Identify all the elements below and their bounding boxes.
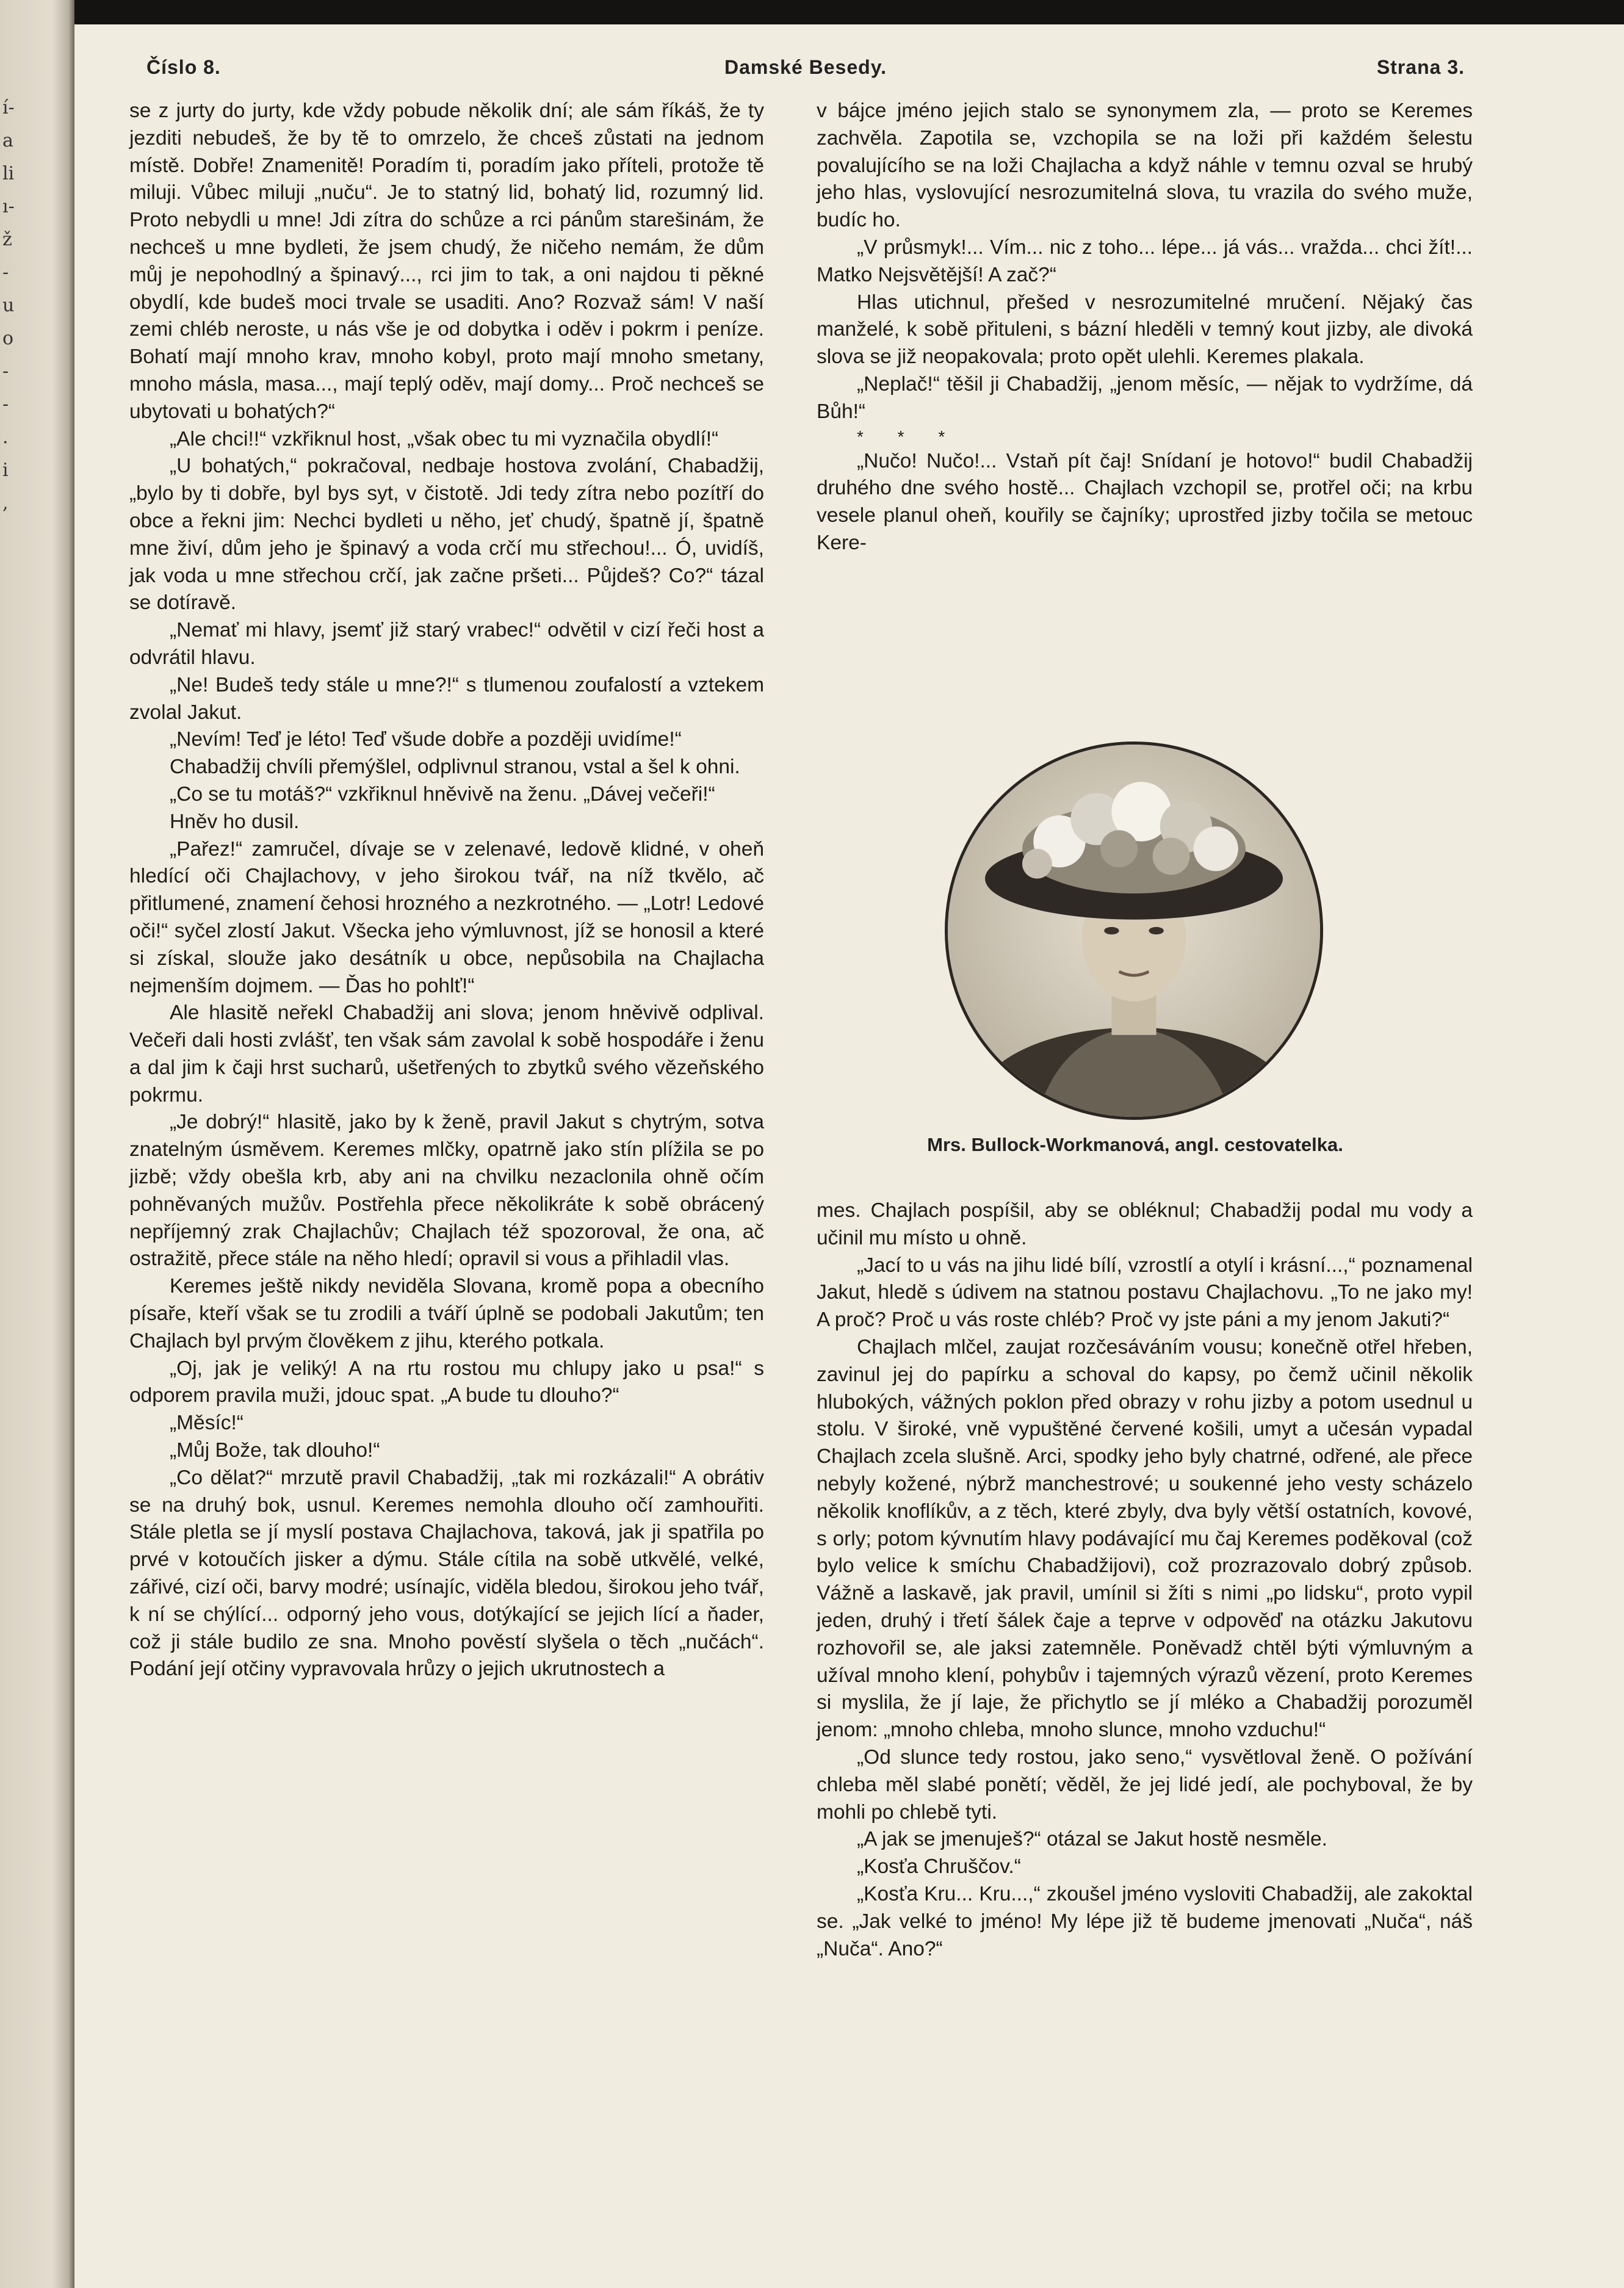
right-column-top <box>817 98 1473 557</box>
paragraph: „A jak se jmenuješ?“ otázal se Jakut hostě nesměle. <box>857 1828 1327 1851</box>
paragraph: Hlas utichnul, přešed v nesrozumitelné mručení. Nějaký čas manželé, k sobě přituleni, s bázní hleděli v temný kout jizby, ale divoká slova se již neopakovala; proto opět ulehli. Keremes plakala. <box>817 291 1473 369</box>
left-column <box>129 98 764 1683</box>
paragraph: „U bohatých,“ pokračoval, nedbaje hostova zvolání, Chabadžij, „bylo by ti dobře, byl bys syt, v čistotě. Jdi tedy zítra nebo pozítří do obce a řekni jim: Nechci bydleti u něho, jeť chudý, špatně jí, špatně mne živí, dům jeho je špinavý a voda crčí mu střechou!... Ó, uvidíš, jak voda u mne střechou crčí, jak začne pršeti... Půjdeš? Co?“ tázal se dotíravě. <box>129 455 764 615</box>
edge-fragment: - <box>2 262 9 283</box>
section-break-stars: * * * <box>857 427 960 446</box>
paragraph: „Neplač!“ těšil ji Chabadžij, „jenom měsíc, — nějak to vydržíme, dá Bůh!“ <box>817 372 1473 423</box>
paragraph: „Jací to u vás na jihu lidé bílí, vzrostlí a otylí i krásní...,“ poznamenal Jakut, hledě s údivem na statnou postavu Chajlachovu. „To ne jako my! A proč? Proč u vás roste chléb? Proč vy jste páni a my jenom Jakuti?“ <box>817 1254 1473 1332</box>
edge-fragment: ž <box>2 229 12 250</box>
paragraph: „Od slunce tedy rostou, jako seno,“ vysvětloval ženě. O požívání chleba měl slabé ponětí; věděl, že jej lidé jedí, ale pochyboval, že by mohli po chlebě tyti. <box>817 1745 1473 1824</box>
portrait-photo <box>945 742 1323 1120</box>
edge-fragment: a <box>2 130 13 151</box>
paragraph: mes. Chajlach pospíšil, aby se obléknul; Chabadžij podal mu vody a učinil mu místo u ohně. <box>817 1199 1473 1249</box>
paragraph: „Co dělat?“ mrzutě pravil Chabadžij, „tak mi rozkázali!“ A obrátiv se na druhý bok, usnul. Keremes nemohla dlouho očí zamhouřiti. Stále pletla se jí myslí postava Chajlachova, taková, jak ji spatřila po prvé v kotoučích jisker a dýmu. Stále cítila na sobě utkvělé, velké, zářivé, cizí oči, barvy modré; usínajíc, viděla bledou, širokou jeho tvář, k ní se chýlící... odporný jeho vous, dotýkající se jejich lící a ňader, což ji stále budilo ze sna. Mnoho pověstí slyšela o těch „nučách“. Podání její otčiny vypravovala hrůzy o jejich ukrutnostech a <box>129 1466 764 1681</box>
edge-fragment: i <box>2 460 9 481</box>
edge-fragment: í- <box>2 97 15 118</box>
paragraph: Chabadžij chvíli přemýšlel, odplivnul stranou, vstal a šel k ohni. <box>170 756 740 779</box>
scan-top-band <box>0 0 1624 24</box>
edge-fragment: . <box>2 427 9 448</box>
edge-fragment: ı- <box>2 196 15 217</box>
paragraph: „Nemať mi hlavy, jsemť již starý vrabec!“ odvětil v cizí řeči host a odvrátil hlavu. <box>129 619 764 669</box>
paragraph: „Oj, jak je veliký! A na rtu rostou mu chlupy jako u psa!“ s odporem pravila muži, jdouc spat. „A bude tu dlouho?“ <box>129 1357 764 1407</box>
edge-fragment: - <box>2 361 9 382</box>
paragraph: „Nučo! Nučo!... Vstaň pít čaj! Snídaní je hotovo!“ budil Chabadžij druhého dne svého hostě... Chajlach vzchopil se, protřel oči; na krbu vesele planul oheň, kouřily se čajníky; uprostřed jizby točila se metouc Kere- <box>817 449 1473 554</box>
edge-fragment: o <box>2 328 14 349</box>
right-column-bottom <box>817 1197 1473 1963</box>
running-header <box>146 56 1465 87</box>
paragraph: Ale hlasitě neřekl Chabadžij ani slova; jenom hněvivě odplival. Večeři dali hosti zvlášť, ten však sám zavolal k sobě hospodáře i ženu a dal jim k čaji hrst sucharů, ušetřených to zbytků svého vězeňského pokrmu. <box>129 1001 764 1106</box>
edge-fragment: - <box>2 394 9 415</box>
paragraph: Keremes ještě nikdy neviděla Slovana, kromě popa a obecního písaře, kteří však se tu zrodili a tváří úplně se podobali Jakutům; ten Chajlach byl prvým člověkem z jihu, kterého potkala. <box>129 1275 764 1352</box>
paragraph: „Ale chci!!“ vzkřiknul host, „však obec tu mi vyznačila obydlí!“ <box>170 427 719 450</box>
previous-page-fragments <box>2 92 27 520</box>
previous-page-edge <box>0 0 74 2288</box>
paragraph: Chajlach mlčel, zaujat rozčesáváním vousu; konečně otřel hřeben, zavinul jej do papírku a schoval do kapsy, po čemž učinil několik hlubokých, vážných poklon před obrazy v rohu jizby a potom usednul u stolu. V široké, vně vypuštěné červené košili, umyt a učesán vypadal Chajlach zcela slušně. Arci, spodky jeho byly chatrné, odřené, ale přece nebyly kožené, nýbrž manchestrové; u soukenné jeho vesty scházelo několik knoflíkův, a z těch, které zbyly, dva byly větší ostatních, kovové, s orly; potom kývnutím hlavy podávající mu čaj Keremes poděkoval (což bylo velice k smíchu Chabadžijovi), což prozrazovalo dobrý způsob. Vážně a laskavě, jak pravil, umínil si žíti s nimi „po lidsku“, proto vypil jeden, druhý i třetí šálek čaje a teprve v odpověď na otázku Jakutovu rozhovořil se, ale jaksi zatemněle. Poněvadž chtěl býti výmluvným a užíval mnoho klení, pohybův i tajemných výrazů vězení, proto Keremes si myslila, že jí laje, že přichytlo se jí mléko a Chabadžij porozuměl jenom: „mnoho chleba, mnoho slunce, mnoho vzduchu!“ <box>817 1335 1473 1742</box>
paragraph: „Můj Bože, tak dlouho!“ <box>170 1439 380 1462</box>
photo-caption: Mrs. Bullock-Workmanová, angl. cestovatelka. <box>927 1134 1343 1155</box>
paragraph: „Co se tu motáš?“ vzkřiknul hněvivě na ženu. „Dávej večeři!“ <box>170 782 715 806</box>
paragraph: „Nevím! Teď je léto! Teď všude dobře a později uvidíme!“ <box>170 728 682 751</box>
paragraph: „Pařez!“ zamručel, dívaje se v zelenavé, ledově klidné, v oheň hledící oči Chajlachovy, v jeho širokou tvář, na níž tkvělo, ač přitlumené, znamení čehosi hrozného a nezkrotného. — „Lotr! Ledové oči!“ syčel zlostí Jakut. Všecka jeho výmluvnost, jíž se honosil a které si získal, slouže jako desátník u obce, nepůsobila na Chajlacha nejmenším dojmem. — Ďas ho pohlť!“ <box>129 837 764 997</box>
paragraph: v bájce jméno jejich stalo se synonymem zla, — proto se Keremes zachvěla. Zapotila se, vzchopila se na loži při každém šelestu povalujícího se na loži Chajlacha a když náhle v temnu ozval se hrubý jeho hlas, vyslovující nesrozumitelná slova, tu vrazila do svého muže, budíc ho. <box>817 99 1473 232</box>
paragraph: „Ne! Budeš tedy stále u mne?!“ s tlumenou zoufalostí a vztekem zvolal Jakut. <box>129 673 764 724</box>
paragraph: se z jurty do jurty, kde vždy pobude několik dní; ale sám říkáš, že ty jezditi nebudeš, že by tě to omrzelo, že chceš zůstati na jednom místě. Dobře! Znamenitě! Poradím ti, poradím jako příteli, protože tě miluji. Vůbec miluji „nuču“. Je to statný lid, bohatý lid, rozumný lid. Proto nebydli u mne! Jdi zítra do schůze a rci pánům starešinám, že nechceš u mne bydleti, že jsem chudý, že ničeho nemám, že dům můj je nepohodlný a špinavý..., rci jim to tak, a oni najdou ti pěkné obydlí, kde budeš moci trvale se usaditi. Ano? Rozvaž sám! V naší zemi chléb neroste, u nás vše je od dobytka i oděv i pokrm i peníze. Bohatí mají mnoho krav, mnoho kobyl, proto mají mnoho smetany, mnoho másla, masa..., mají teplý oděv, mají domy... Proč nechceš se ubytovati u bohatých?“ <box>129 99 764 423</box>
paragraph: „V průsmyk!... Vím... nic z toho... lépe... já vás... vražda... chci žít!... Matko Nejsvětější! A zač?“ <box>817 236 1473 286</box>
portrait-illustration <box>948 745 1320 1117</box>
paragraph: „Je dobrý!“ hlasitě, jako by k ženě, pravil Jakut s chytrým, sotva znatelným úsměvem. Keremes mlčky, opatrně jako stín plížila se po jizbě; vždy obešla krb, aby ani na chvilku nezaclonila ohně očím pohněvaných mužův. Postřehla přece několikráte k sobě obrácený nepříjemný zrak Chajlachův; Chajlach též spozoroval, že ona, ač ostražitě, přece stále na něho hledí; opravil si vous a přihladil vlas. <box>129 1111 764 1271</box>
paragraph: „Měsíc!“ <box>170 1412 244 1435</box>
edge-fragment: li <box>2 163 15 184</box>
page-number: Strana 3. <box>1376 56 1465 78</box>
edge-fragment: , <box>2 493 9 514</box>
edge-fragment: u <box>2 295 15 316</box>
issue-number: Číslo 8. <box>146 56 221 78</box>
paragraph: „Kosťa Chruščov.“ <box>857 1855 1021 1878</box>
paragraph: „Kosťa Kru... Kru...,“ zkoušel jméno vysloviti Chabadžij, ale zakoktal se. „Jak velké to jméno! My lépe již tě budeme jmenovati „Nuča“, náš „Nuča“. Ano?“ <box>817 1882 1473 1960</box>
paragraph: Hněv ho dusil. <box>170 810 300 833</box>
magazine-title: Damské Besedy. <box>724 56 887 78</box>
